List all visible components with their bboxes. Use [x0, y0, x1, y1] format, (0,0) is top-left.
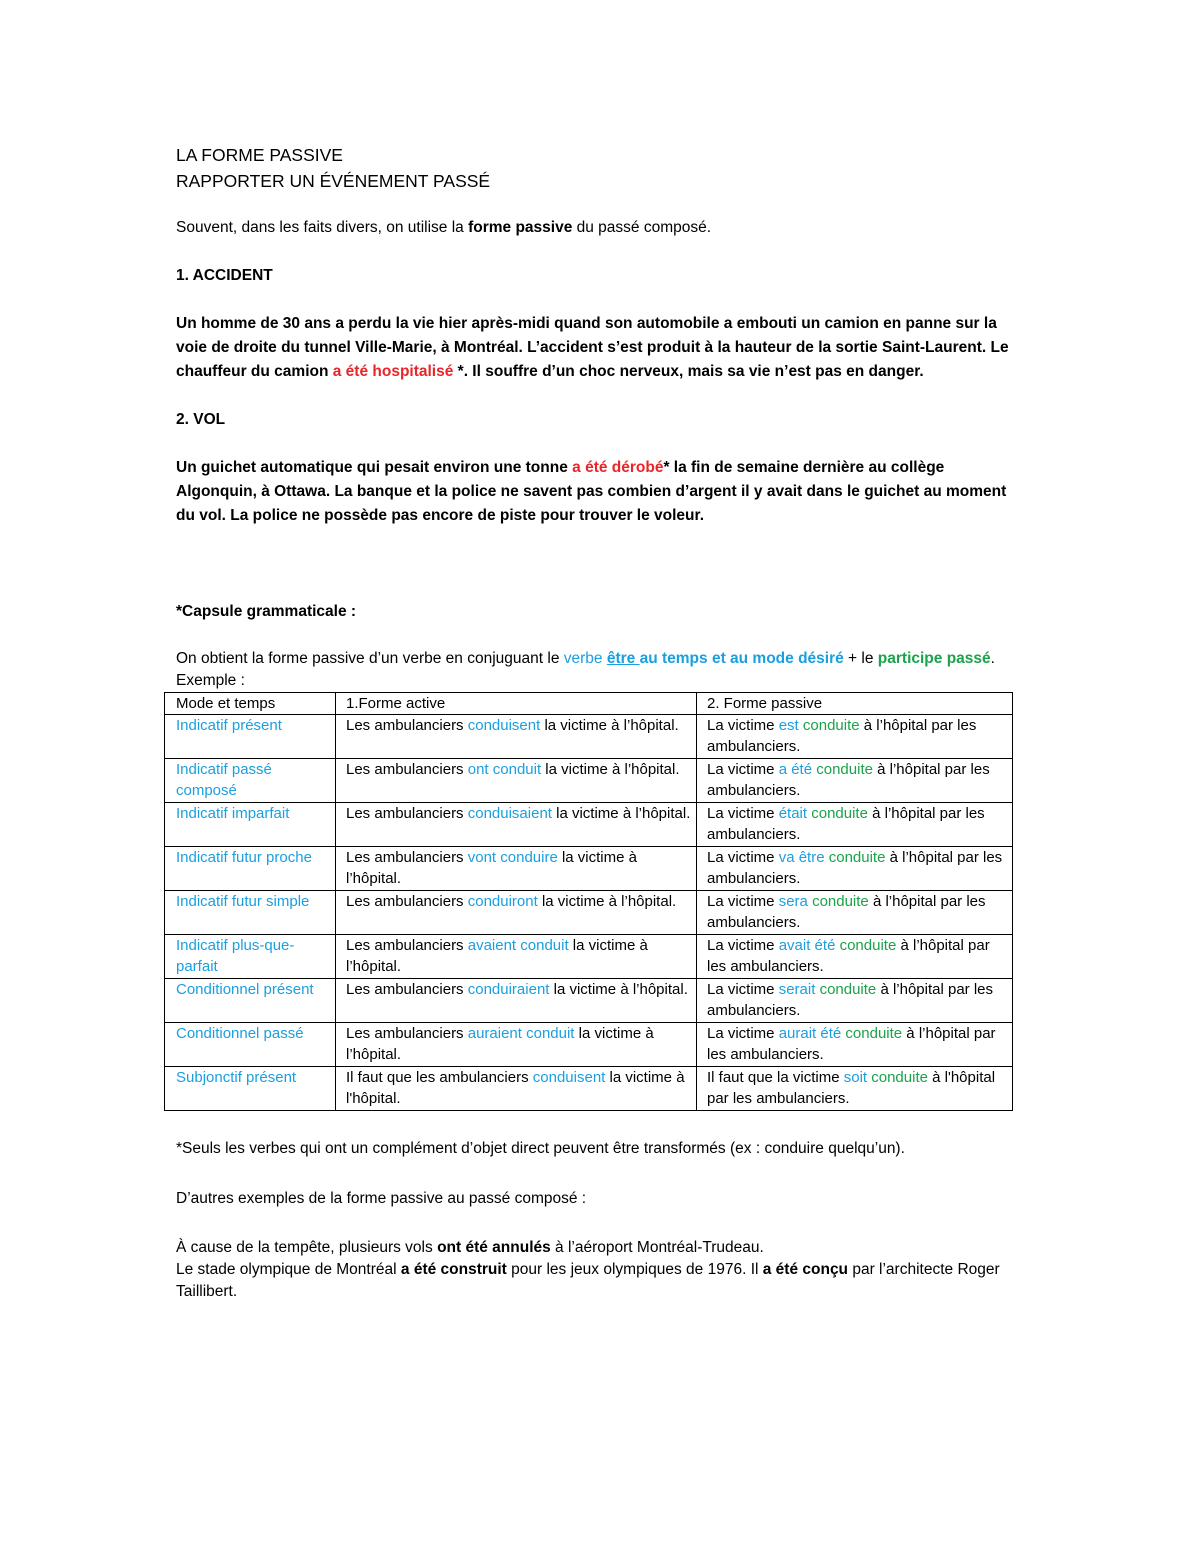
- active-text: Les ambulanciers: [346, 937, 468, 954]
- document-page: [176, 142, 1026, 1303]
- passive-text-end: à l’hôpital par les ambulanciers.: [707, 1025, 996, 1063]
- active-text: Les ambulanciers: [346, 849, 468, 866]
- passive-text-end: à l’hôpital par les ambulanciers.: [707, 761, 990, 799]
- active-verb: conduiraient: [467, 981, 550, 998]
- section2-paragraph: [176, 456, 1026, 528]
- active-verb: conduisent: [467, 717, 541, 734]
- active-verb: avaient conduit: [467, 937, 569, 954]
- passive-text: La victime: [707, 981, 779, 998]
- passive-text-end: à l’hôpital par les ambulanciers.: [707, 805, 985, 843]
- capsule-verbe: verbe: [563, 650, 607, 667]
- passive-cell: [697, 979, 1013, 1023]
- passive-auxiliary: était: [778, 805, 808, 822]
- passive-text: La victime: [707, 893, 779, 910]
- active-verb: auraient conduit: [467, 1025, 575, 1042]
- document-subtitle: RAPPORTER UN ÉVÉNEMENT PASSÉ: [176, 171, 491, 191]
- passive-participle: conduite: [802, 717, 860, 734]
- active-text-end: la victime à l'hôpital.: [346, 1069, 685, 1107]
- active-text-end: la victime à l’hôpital.: [346, 937, 648, 975]
- active-text-end: la victime à l’hôpital.: [540, 717, 679, 734]
- table-row: [165, 935, 1013, 979]
- active-cell: [336, 935, 697, 979]
- mode-cell: Indicatif passé composé: [165, 759, 336, 803]
- section2-highlight: a été dérobé: [572, 459, 664, 476]
- passive-cell: [697, 891, 1013, 935]
- table-row: [165, 1023, 1013, 1067]
- section1-text-end: *. Il souffre d’un choc nerveux, mais sa vie n’est pas en danger.: [453, 363, 924, 380]
- passive-text-end: à l’hôpital par les ambulanciers.: [707, 893, 986, 931]
- mode-cell: Indicatif futur simple: [165, 891, 336, 935]
- capsule-temps: au temps et au mode désiré: [639, 650, 844, 667]
- section1-paragraph: [176, 312, 1026, 384]
- passive-auxiliary: va être: [778, 849, 825, 866]
- passive-text-end: à l’hôpital par les ambulanciers.: [707, 717, 977, 755]
- passive-text-end: à l’hôpital par les ambulanciers.: [707, 937, 990, 975]
- passive-auxiliary: sera: [778, 893, 808, 910]
- active-text: Les ambulanciers: [346, 717, 468, 734]
- active-verb: conduisent: [532, 1069, 606, 1086]
- passive-text: La victime: [707, 805, 779, 822]
- capsule-plus: + le: [843, 650, 878, 667]
- example2-text-mid: pour les jeux olympiques de 1976. Il: [506, 1261, 763, 1278]
- passive-text: Il faut que la victime: [707, 1069, 844, 1086]
- capsule-dot: .: [990, 650, 995, 667]
- example2-text-end: par l’architecte Roger Taillibert.: [176, 1261, 1000, 1300]
- passive-cell: [697, 803, 1013, 847]
- section1-text: Un homme de 30 ans a perdu la vie hier après-midi quand son automobile a embouti un camion en panne sur la voie de droite du tunnel Ville-Marie, à Montréal. L’accident s’est produit à la hauteur de la sortie Saint-Laurent. Le chauffeur du camion: [176, 315, 1009, 380]
- other-examples-heading: D’autres exemples de la forme passive au passé composé :: [176, 1190, 587, 1207]
- table-row: [165, 1067, 1013, 1111]
- section2-text: Un guichet automatique qui pesait environ une tonne: [176, 459, 573, 476]
- mode-cell: Indicatif imparfait: [165, 803, 336, 847]
- active-text-end: la victime à l’hôpital.: [346, 849, 637, 887]
- table-header-active: 1.Forme active: [336, 693, 697, 715]
- active-text: Les ambulanciers: [346, 761, 468, 778]
- table-header-passive: 2. Forme passive: [697, 693, 1013, 715]
- passive-text-end: à l’hôpital par les ambulanciers.: [707, 981, 994, 1019]
- active-cell: [336, 979, 697, 1023]
- other-example-2: [176, 1259, 1026, 1303]
- capsule-etre: être: [606, 650, 640, 667]
- example2-bold-1: a été construit: [400, 1261, 507, 1278]
- active-text: Les ambulanciers: [346, 805, 468, 822]
- passive-participle: conduite: [839, 937, 897, 954]
- active-text-end: la victime à l’hôpital.: [541, 761, 680, 778]
- passive-participle: conduite: [812, 893, 869, 910]
- passive-participle: conduite: [828, 849, 886, 866]
- active-text-end: la victime à l’hôpital.: [551, 805, 691, 822]
- passive-text-end: à l’hôpital par les ambulanciers.: [707, 849, 1003, 887]
- section1-highlight: a été hospitalisé: [332, 363, 454, 380]
- passive-participle: conduite: [816, 761, 873, 778]
- example1-bold: ont été annulés: [437, 1239, 551, 1256]
- table-row: [165, 715, 1013, 759]
- passive-auxiliary: serait: [778, 981, 816, 998]
- active-text: Les ambulanciers: [346, 893, 468, 910]
- example2-bold-2: a été conçu: [762, 1261, 849, 1278]
- active-verb: ont conduit: [467, 761, 542, 778]
- capsule-rule: [176, 648, 1026, 670]
- active-verb: vont conduire: [467, 849, 558, 866]
- passive-cell: [697, 1023, 1013, 1067]
- example1-text: À cause de la tempête, plusieurs vols: [176, 1239, 438, 1256]
- table-row: [165, 891, 1013, 935]
- section1-heading: 1. ACCIDENT: [176, 267, 273, 284]
- passive-participle: conduite: [871, 1069, 928, 1086]
- active-text: Il faut que les ambulanciers: [346, 1069, 533, 1086]
- intro-text-end: du passé composé.: [572, 219, 712, 236]
- table-row: [165, 759, 1013, 803]
- conjugation-table-body: [165, 693, 1013, 1111]
- passive-participle: conduite: [811, 805, 868, 822]
- capsule-text: On obtient la forme passive d’un verbe en conjuguant le: [176, 650, 564, 667]
- table-header-row: [165, 693, 1013, 715]
- mode-cell: Conditionnel passé: [165, 1023, 336, 1067]
- passive-text-end: à l'hôpital par les ambulanciers.: [707, 1069, 996, 1107]
- active-text-end: la victime à l’hôpital.: [549, 981, 688, 998]
- mode-cell: Conditionnel présent: [165, 979, 336, 1023]
- active-text: Les ambulanciers: [346, 981, 468, 998]
- active-cell: [336, 847, 697, 891]
- active-cell: [336, 715, 697, 759]
- active-cell: [336, 1023, 697, 1067]
- active-cell: [336, 803, 697, 847]
- passive-auxiliary: soit: [843, 1069, 868, 1086]
- example2-text: Le stade olympique de Montréal: [176, 1261, 401, 1278]
- table-row: [165, 803, 1013, 847]
- active-verb: conduiront: [467, 893, 538, 910]
- section2-heading: 2. VOL: [176, 411, 226, 428]
- intro-bold: forme passive: [468, 219, 573, 236]
- passive-text: La victime: [707, 761, 779, 778]
- conjugation-table: [164, 692, 1013, 1111]
- passive-text: La victime: [707, 717, 779, 734]
- active-text-end: la victime à l’hôpital.: [537, 893, 677, 910]
- active-verb: conduisaient: [467, 805, 552, 822]
- capsule-heading: *Capsule grammaticale :: [176, 603, 357, 620]
- passive-cell: [697, 1067, 1013, 1111]
- passive-auxiliary: est: [778, 717, 799, 734]
- mode-cell: Indicatif plus-que-parfait: [165, 935, 336, 979]
- footnote: *Seuls les verbes qui ont un complément d’objet direct peuvent être transformés (ex : conduire quelqu’un).: [176, 1140, 905, 1157]
- mode-cell: Subjonctif présent: [165, 1067, 336, 1111]
- passive-cell: [697, 715, 1013, 759]
- active-cell: [336, 1067, 697, 1111]
- mode-cell: Indicatif futur proche: [165, 847, 336, 891]
- passive-participle: conduite: [845, 1025, 903, 1042]
- table-row: [165, 979, 1013, 1023]
- passive-cell: [697, 935, 1013, 979]
- passive-auxiliary: avait été: [778, 937, 836, 954]
- passive-auxiliary: aurait été: [778, 1025, 842, 1042]
- passive-text: La victime: [707, 849, 779, 866]
- intro-text: Souvent, dans les faits divers, on utilise la: [176, 219, 469, 236]
- other-example-1: [176, 1237, 1026, 1259]
- document-title: LA FORME PASSIVE: [176, 145, 343, 165]
- passive-cell: [697, 847, 1013, 891]
- table-header-mode: Mode et temps: [165, 693, 336, 715]
- active-text-end: la victime à l’hôpital.: [346, 1025, 654, 1063]
- example1-text-end: à l’aéroport Montréal-Trudeau.: [550, 1239, 764, 1256]
- intro-paragraph: [176, 216, 1026, 240]
- table-row: [165, 847, 1013, 891]
- active-text: Les ambulanciers: [346, 1025, 468, 1042]
- active-cell: [336, 759, 697, 803]
- section2-text-end: * la fin de semaine dernière au collège Algonquin, à Ottawa. La banque et la police ne savent pas combien d’argent il y avait dans le guichet au moment du vol. La police ne possède pas encore de piste pour trouver le voleur.: [176, 459, 1007, 524]
- passive-text: La victime: [707, 937, 779, 954]
- mode-cell: Indicatif présent: [165, 715, 336, 759]
- passive-participle: conduite: [819, 981, 877, 998]
- passive-text: La victime: [707, 1025, 779, 1042]
- passive-auxiliary: a été: [778, 761, 813, 778]
- passive-cell: [697, 759, 1013, 803]
- capsule-exemple: Exemple :: [176, 672, 245, 689]
- active-cell: [336, 891, 697, 935]
- capsule-participe: participe passé: [877, 650, 991, 667]
